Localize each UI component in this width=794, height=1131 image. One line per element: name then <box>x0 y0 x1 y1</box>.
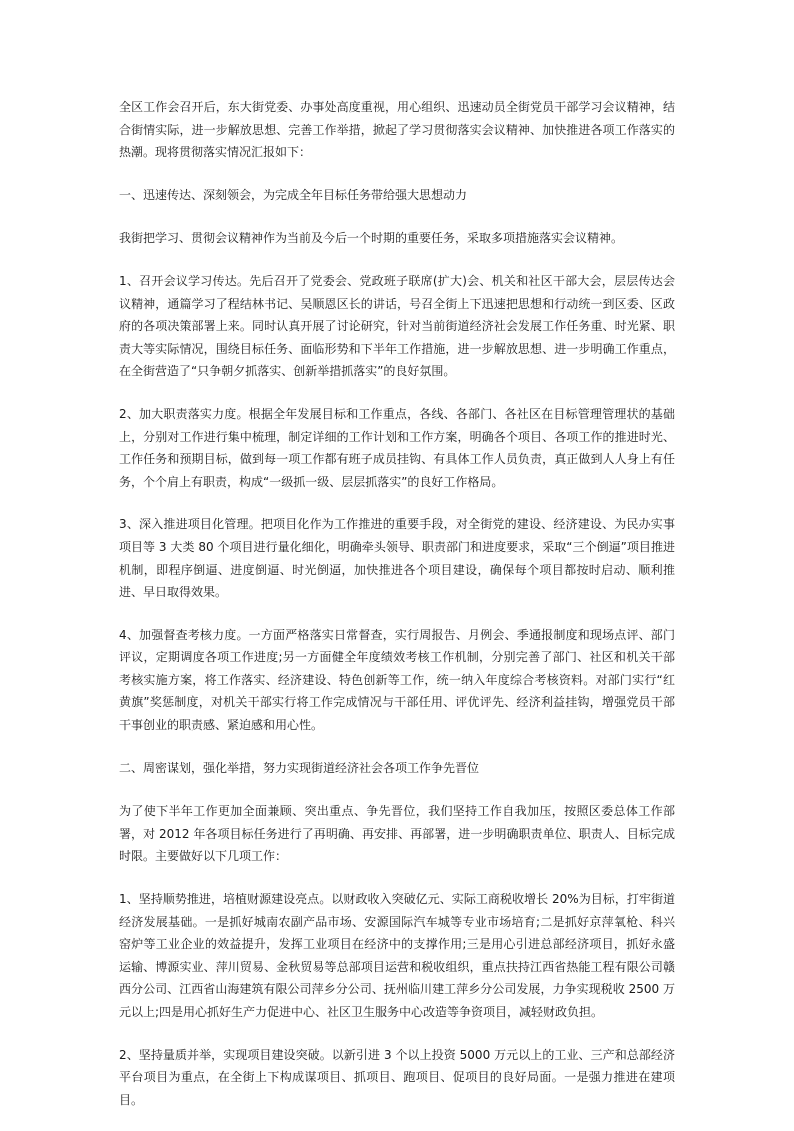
section-two-intro: 为了使下半年工作更加全面兼顾、突出重点、争先晋位，我们坚持工作自我加压，按照区委总体工作部署，对 2012 年各项目标任务进行了再明确、再安排、再部署，进一步明确职责单位、职责人、目标完成时限。主要做好以下几项工作： <box>119 804 675 864</box>
item-two-projects: 2、坚持量质并举，实现项目建设突破。以新引进 3 个以上投资 5000 万元以上的工业、三产和总部经济平台项目为重点，在全街上下构成谋项目、抓项目、跑项目、促项目的良好局面。一是强力推进在建项目。 <box>119 1047 675 1107</box>
section-one-intro: 我街把学习、贯彻会议精神作为当前及今后一个时期的重要任务，采取多项措施落实会议精神。 <box>119 231 624 246</box>
intro-paragraph: 全区工作会召开后，东大街党委、办事处高度重视，用心组织、迅速动员全街党员干部学习会议精神，结合街情实际，进一步解放思想、完善工作举措，掀起了学习贯彻落实会议精神、加快推进各项工作落实的热潮。现将贯彻落实情况汇报如下： <box>119 100 675 160</box>
item-one-meeting: 1、召开会议学习传达。先后召开了党委会、党政班子联席(扩大)会、机关和社区干部大会，层层传达会议精神，通篇学习了程结林书记、吴顺恩区长的讲话，号召全街上下迅速把思想和行动统一到区委、区政府的各项决策部署上来。同时认真开展了讨论研究，针对当前街道经济社会发展工作任务重、时光紧、职责大等实际情况，围绕目标任务、面临形势和下半年工作措施，进一步解放思想、进一步明确工作重点，在全街营造了“只争朝夕抓落实、创新举措抓落实”的良好氛围。 <box>119 273 675 379</box>
item-four-supervision: 4、加强督查考核力度。一方面严格落实日常督查，实行周报告、月例会、季通报制度和现场点评、部门评议，定期调度各项工作进度;另一方面健全年度绩效考核工作机制，分别完善了部门、社区和机关干部考核实施方案，将工作落实、经济建设、特色创新等工作，统一纳入年度综合考核资料。对部门实行“红黄旗”奖惩制度，对机关干部实行将工作完成情况与干部任用、评优评先、经济利益挂钩，增强党员干部干事创业的职责感、紧迫感和用心性。 <box>119 627 675 733</box>
section-heading-two: 二、周密谋划，强化举措，努力实现街道经济社会各项工作争先晋位 <box>119 760 480 775</box>
document-page <box>119 96 675 1131</box>
item-one-finance: 1、坚持顺势推进，培植财源建设亮点。以财政收入突破亿元、实际工商税收增长 20%为目标，打牢街道经济发展基础。一是抓好城南农副产品市场、安源国际汽车城等专业市场培育;二是抓好京萍氧枪、科兴窑炉等工业企业的效益提升，发挥工业项目在经济中的支撑作用;三是用心引进总部经济项目，抓好永盛运输、博源实业、萍川贸易、金秋贸易等总部项目运营和税收组织，重点扶持江西省热能工程有限公司赣西分公司、江西省山海建筑有限公司萍乡分公司、抚州临川建工萍乡分公司发展，力争实现税收 2500 万元以上;四是用心抓好生产力促进中心、社区卫生服务中心改造等争资项目，减轻财政负担。 <box>119 892 675 1019</box>
item-three-project-management: 3、深入推进项目化管理。把项目化作为工作推进的重要手段，对全街党的建设、经济建设、为民办实事项目等 3 大类 80 个项目进行量化细化，明确牵头领导、职责部门和进度要求，采取“三个倒逼”项目推进机制，即程序倒逼、进度倒逼、时光倒逼，加快推进各个项目建设，确保每个项目都按时启动、顺利推进、早日取得效果。 <box>119 517 675 600</box>
section-heading-one: 一、迅速传达、深刻领会，为完成全年目标任务带给强大思想动力 <box>119 187 468 202</box>
item-two-responsibility: 2、加大职责落实力度。根据全年发展目标和工作重点，各线、各部门、各社区在目标管理管理状的基础上，分别对工作进行集中梳理，制定详细的工作计划和工作方案，明确各个项目、各项工作的推进时光、工作任务和预期目标，做到每一项工作都有班子成员挂钩、有具体工作人员负责，真正做到人人身上有任务，个个肩上有职责，构成“一级抓一级、层层抓落实”的良好工作格局。 <box>119 406 675 489</box>
